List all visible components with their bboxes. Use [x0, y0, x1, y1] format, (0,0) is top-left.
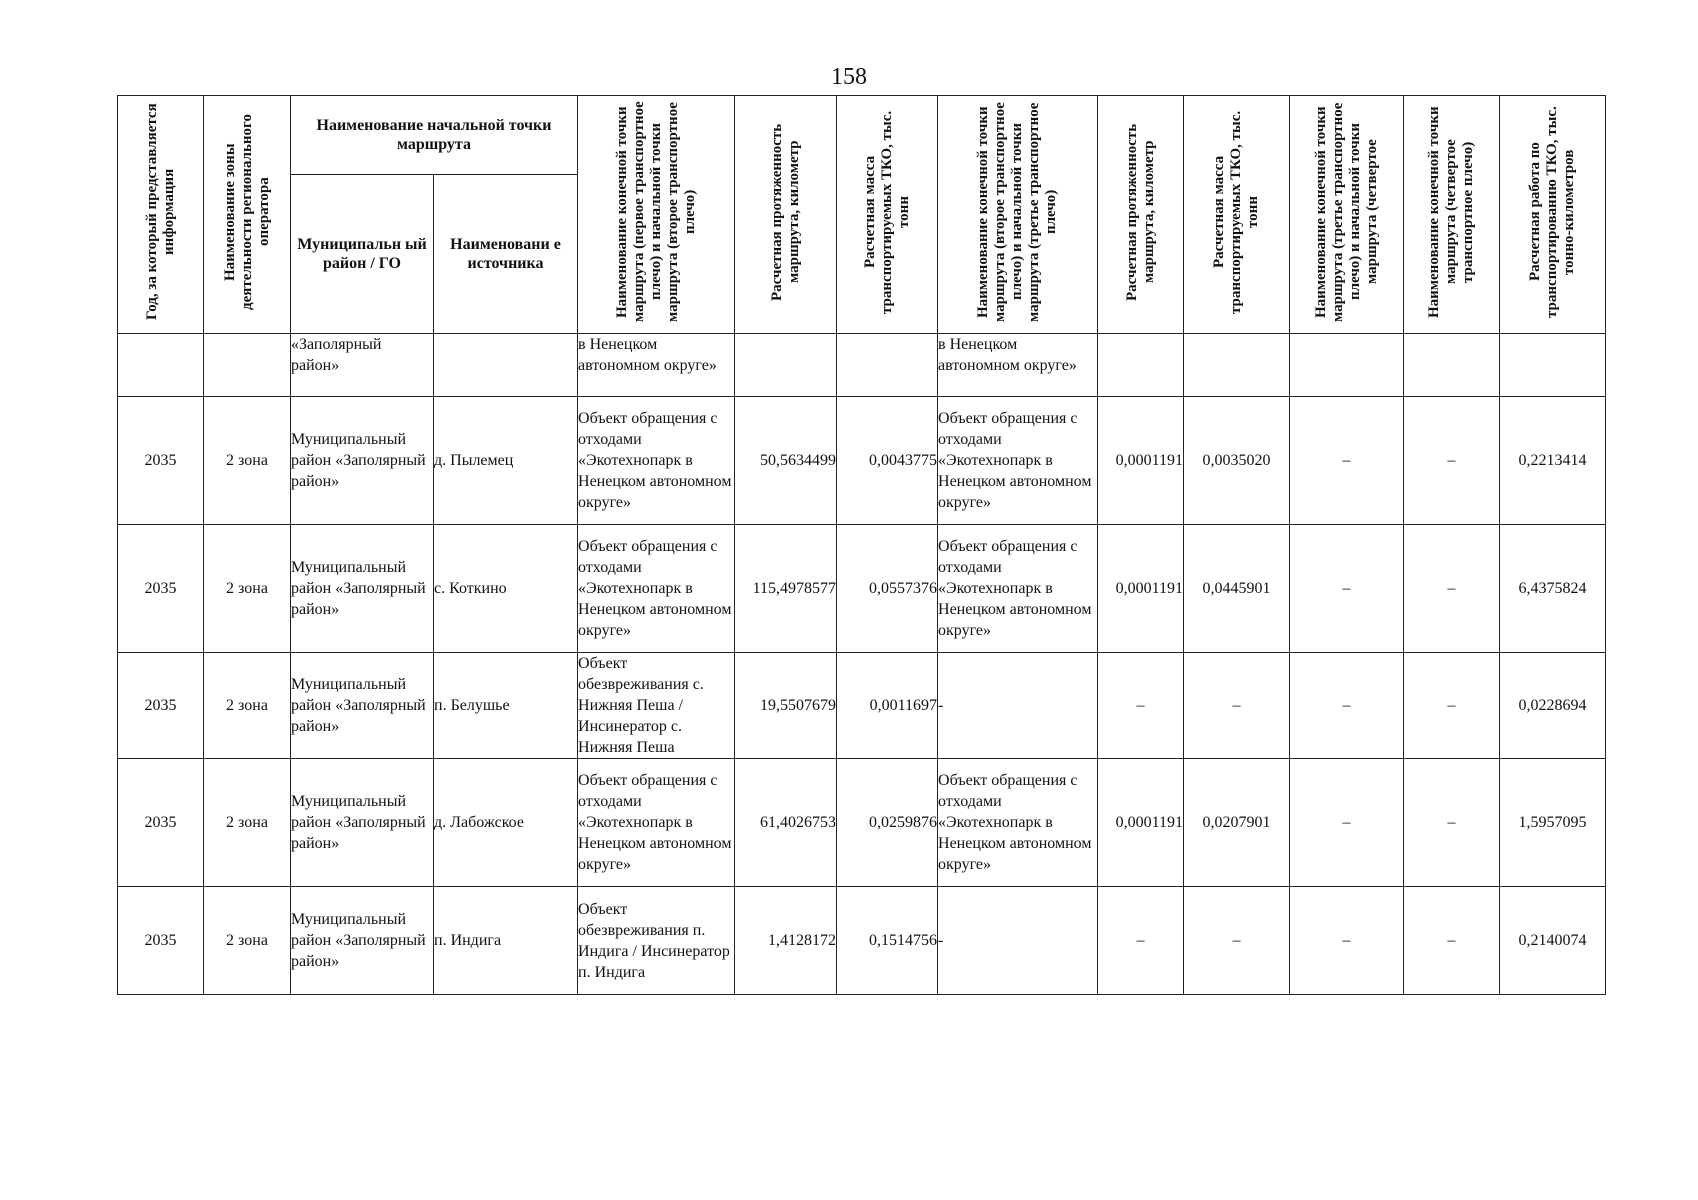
- cell-length-2: [1098, 334, 1184, 397]
- header-end-point-2: Наименование конечной точки маршрута (второе транспортное плечо) и начальной точки маршрута (третье транспортное плечо): [938, 96, 1098, 334]
- cell-mass-1: [837, 334, 938, 397]
- cell-end-point-3: –: [1290, 887, 1404, 995]
- cell-length-1: [735, 334, 837, 397]
- cell-length-1: 61,4026753: [735, 759, 837, 887]
- cell-length-1: 115,4978577: [735, 525, 837, 653]
- cell-end-point-3: –: [1290, 397, 1404, 525]
- cell-transport-work: 1,5957095: [1500, 759, 1606, 887]
- cell-end-point-2: Объект обращения с отходами «Экотехнопарк в Ненецком автономном округе»: [938, 397, 1098, 525]
- cell-year: 2035: [118, 759, 204, 887]
- cell-year: 2035: [118, 887, 204, 995]
- cell-municipality: Муниципальный район «Заполярный район»: [291, 397, 434, 525]
- cell-mass-1: 0,0557376: [837, 525, 938, 653]
- header-mass-1: Расчетная масса транспортируемых ТКО, тыс. тонн: [837, 96, 938, 334]
- cell-mass-1: 0,0259876: [837, 759, 938, 887]
- cell-length-2: 0,0001191: [1098, 759, 1184, 887]
- header-source: Наименовани е источника: [434, 175, 578, 334]
- cell-year: 2035: [118, 653, 204, 759]
- cell-end-point-4: [1404, 334, 1500, 397]
- cell-end-point-4: –: [1404, 525, 1500, 653]
- table-row: [118, 525, 1606, 653]
- cell-end-point-2: -: [938, 653, 1098, 759]
- cell-source: [434, 334, 578, 397]
- header-year: Год, за который представляется информация: [118, 96, 204, 334]
- cell-end-point-1: Объект обращения с отходами «Экотехнопарк в Ненецком автономном округе»: [578, 397, 735, 525]
- cell-source: д. Пылемец: [434, 397, 578, 525]
- header-mass-2: Расчетная масса транспортируемых ТКО, тыс. тонн: [1184, 96, 1290, 334]
- cell-year: 2035: [118, 525, 204, 653]
- cell-length-1: 50,5634499: [735, 397, 837, 525]
- cell-mass-2: [1184, 334, 1290, 397]
- cell-zone: 2 зона: [204, 887, 291, 995]
- cell-zone: 2 зона: [204, 397, 291, 525]
- cell-end-point-4: –: [1404, 653, 1500, 759]
- cell-end-point-1: Объект обезвреживания с. Нижняя Пеша / Инсинератор с. Нижняя Пеша: [578, 653, 735, 759]
- cell-municipality: Муниципальный район «Заполярный район»: [291, 759, 434, 887]
- header-end-point-1: Наименование конечной точки маршрута (первое транспортное плечо) и начальной точки маршрута (второе транспортное плечо): [578, 96, 735, 334]
- cell-end-point-2: в Ненецком автономном округе»: [938, 334, 1098, 397]
- cell-zone: 2 зона: [204, 653, 291, 759]
- header-length-1: Расчетная протяженность маршрута, километр: [735, 96, 837, 334]
- header-length-2: Расчетная протяженность маршрута, километр: [1098, 96, 1184, 334]
- cell-mass-2: 0,0207901: [1184, 759, 1290, 887]
- cell-end-point-1: в Ненецком автономном округе»: [578, 334, 735, 397]
- cell-mass-2: –: [1184, 653, 1290, 759]
- cell-mass-1: 0,1514756: [837, 887, 938, 995]
- cell-end-point-3: –: [1290, 759, 1404, 887]
- page-number: 158: [831, 64, 867, 90]
- cell-municipality: «Заполярный район»: [291, 334, 434, 397]
- cell-end-point-2: Объект обращения с отходами «Экотехнопарк в Ненецком автономном округе»: [938, 525, 1098, 653]
- cell-transport-work: 6,4375824: [1500, 525, 1606, 653]
- cell-end-point-1: Объект обращения с отходами «Экотехнопарк в Ненецком автономном округе»: [578, 525, 735, 653]
- cell-mass-2: 0,0035020: [1184, 397, 1290, 525]
- cell-end-point-4: –: [1404, 397, 1500, 525]
- header-end-point-4: Наименование конечной точки маршрута (четвертое транспортное плечо): [1404, 96, 1500, 334]
- cell-length-2: 0,0001191: [1098, 397, 1184, 525]
- cell-length-1: 1,4128172: [735, 887, 837, 995]
- cell-year: 2035: [118, 397, 204, 525]
- cell-transport-work: 0,2140074: [1500, 887, 1606, 995]
- cell-source: п. Индига: [434, 887, 578, 995]
- table-row: [118, 397, 1606, 525]
- cell-mass-1: 0,0011697: [837, 653, 938, 759]
- cell-length-2: 0,0001191: [1098, 525, 1184, 653]
- cell-zone: 2 зона: [204, 525, 291, 653]
- header-zone: Наименование зоны деятельности регионального оператора: [204, 96, 291, 334]
- cell-transport-work: 0,0228694: [1500, 653, 1606, 759]
- cell-length-1: 19,5507679: [735, 653, 837, 759]
- cell-transport-work: 0,2213414: [1500, 397, 1606, 525]
- header-row-1: [118, 96, 1606, 175]
- cell-end-point-4: –: [1404, 759, 1500, 887]
- cell-end-point-2: Объект обращения с отходами «Экотехнопарк в Ненецком автономном округе»: [938, 759, 1098, 887]
- table-row: [118, 759, 1606, 887]
- header-transport-work: Расчетная работа по транспортированию ТКО, тыс. тонно-километров: [1500, 96, 1606, 334]
- cell-end-point-3: [1290, 334, 1404, 397]
- cell-transport-work: [1500, 334, 1606, 397]
- cell-end-point-1: Объект обезвреживания п. Индига / Инсинератор п. Индига: [578, 887, 735, 995]
- header-municipality: Муниципальн ый район / ГО: [291, 175, 434, 334]
- cell-mass-1: 0,0043775: [837, 397, 938, 525]
- cell-end-point-4: –: [1404, 887, 1500, 995]
- cell-mass-2: 0,0445901: [1184, 525, 1290, 653]
- cell-length-2: –: [1098, 887, 1184, 995]
- cell-source: п. Белушье: [434, 653, 578, 759]
- cell-end-point-1: Объект обращения с отходами «Экотехнопарк в Ненецком автономном округе»: [578, 759, 735, 887]
- cell-municipality: Муниципальный район «Заполярный район»: [291, 653, 434, 759]
- cell-zone: [204, 334, 291, 397]
- cell-zone: 2 зона: [204, 759, 291, 887]
- header-end-point-3: Наименование конечной точки маршрута (третье транспортное плечо) и начальной точки маршрута (четвертое: [1290, 96, 1404, 334]
- cell-length-2: –: [1098, 653, 1184, 759]
- table-row-continuation: [118, 334, 1606, 397]
- cell-end-point-3: –: [1290, 653, 1404, 759]
- cell-year: [118, 334, 204, 397]
- routes-table: [117, 95, 1606, 995]
- cell-end-point-3: –: [1290, 525, 1404, 653]
- cell-source: с. Коткино: [434, 525, 578, 653]
- cell-source: д. Лабожское: [434, 759, 578, 887]
- header-start-point: Наименование начальной точки маршрута: [291, 96, 578, 175]
- cell-mass-2: –: [1184, 887, 1290, 995]
- table-row: [118, 653, 1606, 759]
- table-row: [118, 887, 1606, 995]
- cell-municipality: Муниципальный район «Заполярный район»: [291, 525, 434, 653]
- cell-end-point-2: -: [938, 887, 1098, 995]
- cell-municipality: Муниципальный район «Заполярный район»: [291, 887, 434, 995]
